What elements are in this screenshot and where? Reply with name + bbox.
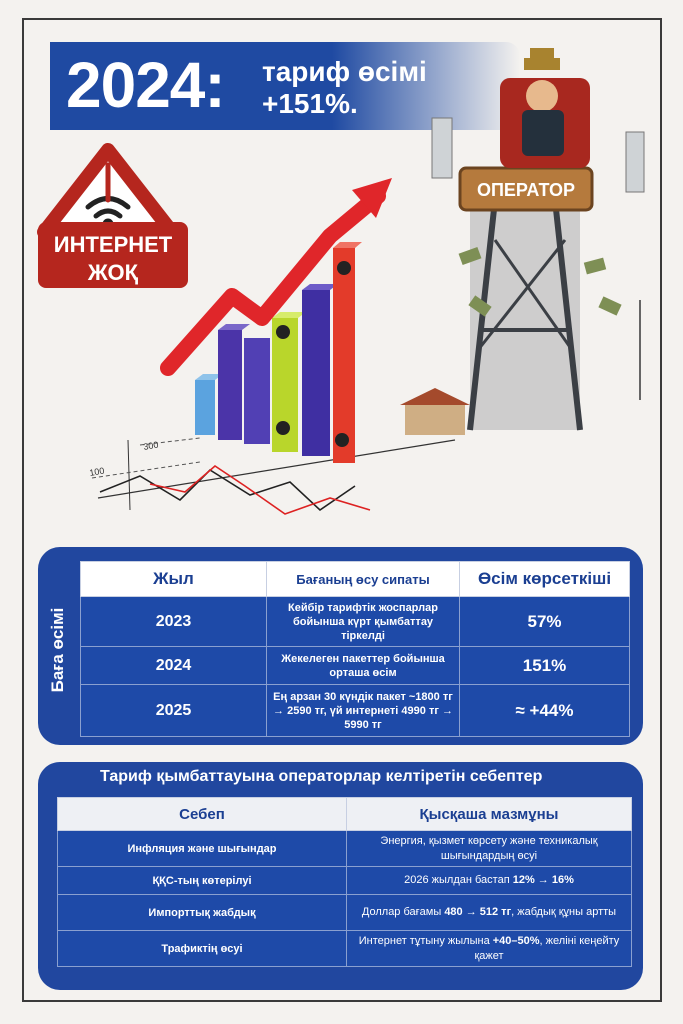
headline-year: 2024: [66, 49, 225, 121]
col-reason: Себеп [58, 798, 347, 831]
headline-line1: тариф өсімі [262, 56, 427, 87]
reasons-title: Тариф қымбаттауына операторлар келтіретін себептер [100, 768, 543, 785]
table-row: ҚҚС-тың көтерілуі 2026 жылдан бастап 12% → 16% [58, 867, 632, 895]
col-growth: Өсім көрсеткіші [460, 562, 630, 597]
money-bag-icon [335, 433, 349, 447]
sign-text-1: ИНТЕРНЕТ [53, 232, 173, 257]
sign-text-2: ЖОҚ [87, 260, 139, 285]
table-header-row [81, 562, 630, 597]
line-chart-decor [89, 438, 455, 514]
money-bag-icon [276, 421, 290, 435]
tick-100: 100 [88, 465, 106, 478]
table-row: Инфляция және шығындар Энергия, қызмет көрсету және техникалық шығындардың өсуі [58, 831, 632, 867]
tick-300: 300 [142, 439, 160, 452]
col-year: Жыл [81, 562, 267, 597]
money-bag-icon [276, 325, 290, 339]
reasons-table [57, 797, 632, 967]
table-row: 2023 Кейбір тарифтік жоспарлар бойынша күрт қымбаттау тіркелді 57% [81, 597, 630, 647]
operator-tower [400, 48, 644, 435]
table-row: 2025 Ең арзан 30 күндік пакет ~1800 тг → 2590 тг, үй интернеті 4990 тг → 5990 тг ≈ +44% [81, 685, 630, 737]
col-summary: Қысқаша мазмұны [347, 798, 632, 831]
operator-label: ОПЕРАТОР [476, 180, 576, 200]
headline-line2: +151%. [262, 88, 358, 119]
col-description: Бағаның өсу сипаты [267, 562, 460, 597]
growth-table [80, 561, 630, 737]
growth-side-label: Баға өсімі [48, 607, 67, 693]
table-row: Импорттық жабдық Доллар бағамы 480 → 512 тг, жабдық құны артты [58, 895, 632, 931]
bar-chart-decor [195, 242, 362, 463]
money-bag-icon [337, 261, 351, 275]
table-row: 2024 Жекелеген пакеттер бойынша орташа өсім 151% [81, 647, 630, 685]
table-header-row [58, 798, 632, 831]
table-row: Трафиктің өсуі Интернет тұтыну жылына +40–50%, желіні кеңейту қажет [58, 931, 632, 967]
no-internet-sign [38, 150, 188, 288]
